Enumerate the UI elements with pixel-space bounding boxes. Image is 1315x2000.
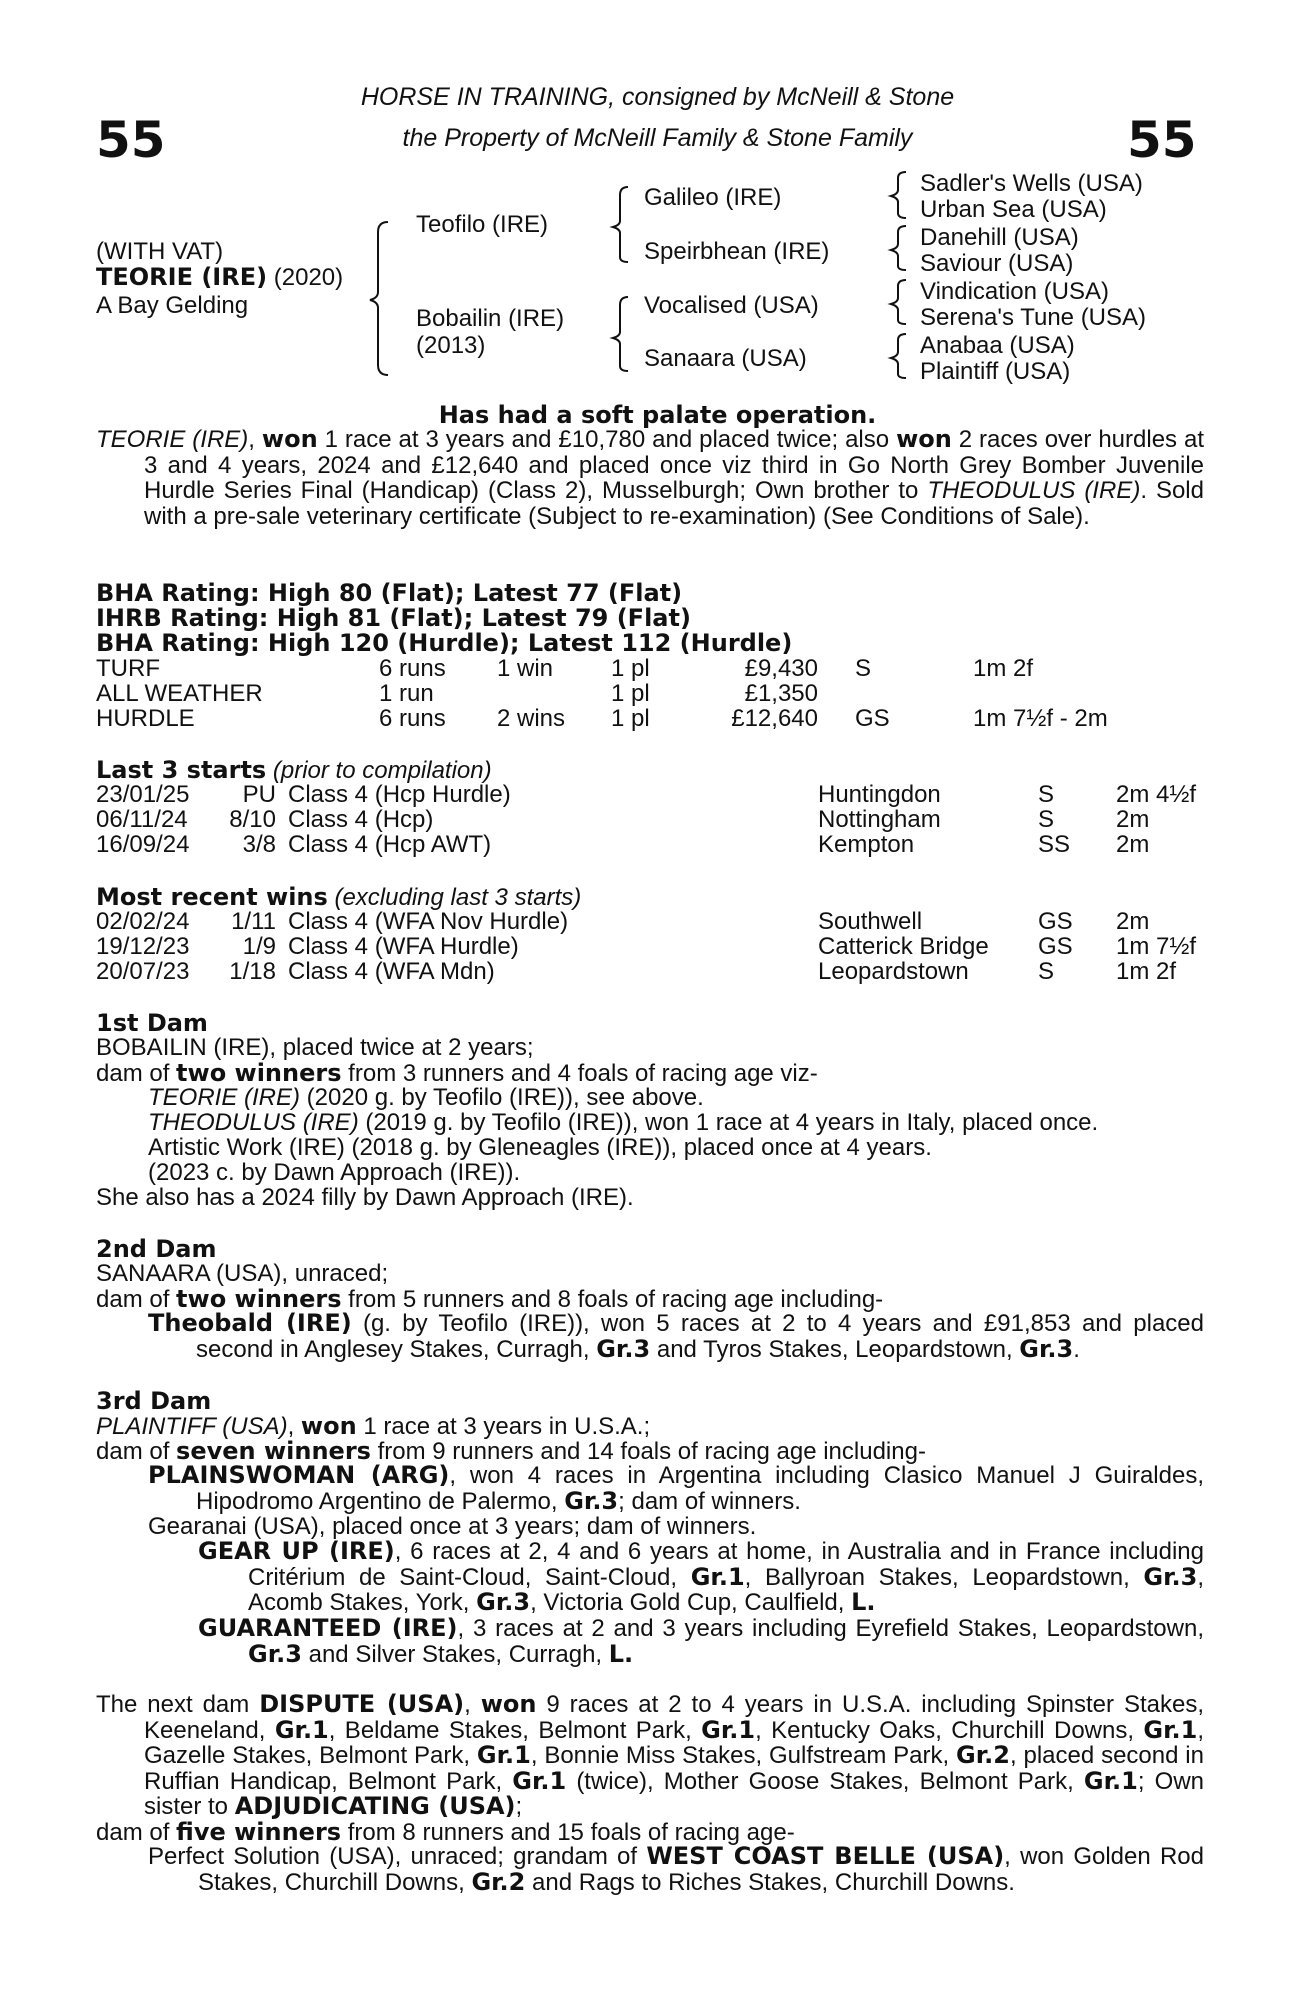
- form-going: GS: [1038, 908, 1073, 935]
- grade-label: Gr.3: [1143, 1562, 1198, 1591]
- winners-count: seven winners: [176, 1437, 371, 1465]
- grand-progeny-item: [198, 1616, 1204, 1667]
- text: , Gazelle Stakes, Belmont Park,: [144, 1716, 1205, 1769]
- rating-bha-flat: BHA Rating: High 80 (Flat); Latest 77 (Flat): [96, 579, 683, 607]
- form-date: 02/02/24: [96, 908, 190, 935]
- third-dam-heading: 3rd Dam: [96, 1387, 212, 1415]
- winners-count: five winners: [176, 1818, 342, 1846]
- grade-label: Gr.2: [956, 1741, 1010, 1769]
- sire-dam: Speirbhean (IRE): [644, 238, 830, 265]
- progeny-item: [148, 1463, 1204, 1514]
- progeny-name: WEST COAST BELLE (USA): [646, 1842, 1005, 1870]
- header-consignor: HORSE IN TRAINING, consigned by McNeill & Stone: [360, 83, 955, 111]
- form-position: 1/9: [242, 933, 276, 960]
- text: from 9 runners and 14 foals of racing age including-: [370, 1438, 926, 1465]
- grade-label: L.: [851, 1588, 876, 1616]
- text: , Bonnie Miss Stakes, Gulfstream Park,: [530, 1742, 957, 1769]
- form-going: S: [1038, 781, 1055, 808]
- winners-count: two winners: [176, 1285, 342, 1313]
- record-wins: 2 wins: [497, 705, 566, 732]
- section-heading: Last 3 starts: [96, 756, 267, 784]
- text: , placed second in Ruffian Handicap, Belmont Park,: [144, 1742, 1204, 1795]
- brother-name: THEODULUS (IRE): [927, 477, 1141, 504]
- dam-dam: Sanaara (USA): [644, 345, 807, 372]
- vat-note: (WITH VAT): [96, 238, 224, 265]
- form-race: Class 4 (WFA Hurdle): [288, 933, 519, 960]
- record-placed: 1 pl: [611, 680, 650, 707]
- text: 9 races at 2 to 4 years in U.S.A. including Spinster Stakes, Keeneland,: [144, 1691, 1204, 1744]
- horse-description: A Bay Gelding: [96, 292, 249, 319]
- gg-5: Vindication (USA): [920, 278, 1109, 305]
- section-subheading: (prior to compilation): [272, 757, 492, 784]
- gg-7: Anabaa (USA): [920, 332, 1075, 359]
- form-position: 1/18: [229, 958, 276, 985]
- form-distance: 2m: [1116, 806, 1150, 833]
- progeny-item: Gearanai (USA), placed once at 3 years; dam of winners.: [148, 1513, 757, 1540]
- grade-label: Gr.3: [564, 1486, 619, 1515]
- sire-sire: Galileo (IRE): [644, 184, 782, 211]
- text: ,: [464, 1691, 481, 1718]
- dam: Bobailin (IRE): [416, 305, 565, 332]
- form-race: Class 4 (Hcp AWT): [288, 831, 492, 858]
- dam-sire: Vocalised (USA): [644, 292, 819, 319]
- text: from 8 runners and 15 foals of racing age-: [341, 1819, 795, 1846]
- text: (twice), Mother Goose Stakes, Belmont Park,: [566, 1767, 1084, 1795]
- summary-text-2: 2 races over hurdles at 3 and 4 years, 2024 and £12,640 and placed once viz third in Go North Grey Bomber Juvenile Hurdle Series Final (Handicap) (Class 2), Musselburgh; Own brother to: [144, 426, 1204, 504]
- form-distance: 1m 7½f: [1116, 933, 1197, 960]
- record-placed: 1 pl: [611, 705, 650, 732]
- gg-6: Serena's Tune (USA): [920, 304, 1147, 331]
- progeny-detail: (2019 g. by Teofilo (IRE)), won 1 race at 4 years in Italy, placed once.: [358, 1109, 1099, 1136]
- form-course: Catterick Bridge: [818, 933, 989, 960]
- gg-2: Urban Sea (USA): [920, 196, 1107, 223]
- progeny-detail: , Victoria Gold Cup, Caulfield,: [530, 1589, 852, 1616]
- grade-label: Gr.1: [476, 1741, 531, 1769]
- horse-year: (2020): [273, 264, 344, 291]
- record-surface: TURF: [96, 655, 160, 682]
- grade-label: Gr.3: [596, 1334, 651, 1363]
- progeny-item: (2023 c. by Dawn Approach (IRE)).: [148, 1159, 521, 1186]
- dam-year: (2013): [416, 332, 486, 359]
- progeny-detail: (2020 g. by Teofilo (IRE)), see above.: [300, 1084, 704, 1111]
- form-race: Class 4 (Hcp Hurdle): [288, 781, 511, 808]
- progeny-detail: and Silver Stakes, Curragh,: [301, 1640, 609, 1668]
- grade-label: L.: [608, 1639, 634, 1668]
- first-dam-produce-summary: [96, 1060, 818, 1087]
- record-going: S: [855, 655, 872, 682]
- text: 1 race at 3 years in U.S.A.;: [356, 1413, 651, 1440]
- record-prize: £1,350: [744, 680, 818, 707]
- record-prize: £9,430: [744, 655, 818, 682]
- first-dam-line: BOBAILIN (IRE), placed twice at 2 years;: [96, 1034, 534, 1061]
- grade-label: Gr.1: [690, 1562, 745, 1591]
- form-date: 16/09/24: [96, 831, 190, 858]
- text: , Kentucky Oaks, Churchill Downs,: [755, 1716, 1144, 1744]
- form-going: GS: [1038, 933, 1073, 960]
- progeny-detail: , 6 races at 2, 4 and 6 years at home, in Australia and in France including Critérium de Saint-Cloud, Saint-Cloud,: [248, 1538, 1204, 1591]
- form-race: Class 4 (WFA Mdn): [288, 958, 495, 985]
- form-position: 1/11: [231, 908, 276, 935]
- text: dam of: [96, 1286, 177, 1313]
- text: .: [1073, 1335, 1080, 1363]
- next-dam-paragraph: [96, 1692, 1204, 1820]
- grade-label: Gr.1: [1143, 1715, 1198, 1744]
- progeny-detail: Perfect Solution (USA), unraced; grandam of: [148, 1843, 647, 1870]
- text: dam of: [96, 1819, 177, 1846]
- horse-name: TEORIE (IRE): [96, 263, 268, 291]
- form-course: Southwell: [818, 908, 923, 935]
- won-label: won: [480, 1690, 537, 1718]
- progeny-detail: and Tyros Stakes, Leopardstown,: [650, 1335, 1020, 1363]
- lot-number-left: 55: [96, 111, 166, 169]
- summary-horse-name: TEORIE (IRE): [96, 426, 249, 453]
- form-race: Class 4 (WFA Nov Hurdle): [288, 908, 569, 935]
- form-date: 20/07/23: [96, 958, 190, 985]
- progeny-detail: ; dam of winners.: [618, 1487, 801, 1515]
- progeny-name: THEODULUS (IRE): [148, 1109, 359, 1136]
- grade-label: Gr.1: [701, 1715, 756, 1744]
- text: The next dam: [96, 1691, 260, 1718]
- summary-text-3: . Sold with a pre-sale veterinary certificate (Subject to re-examination) (See Conditions of Sale).: [144, 477, 1204, 530]
- race-summary: TEORIE (IRE), won 1 race at 3 years and £10,780 and placed twice; also won 2 races over hurdles at 3 and 4 years, 2024 and £12,640 and placed once viz third in Go North Grey Bomber Juvenile Hurdle Series Final (Handicap) (Class 2), Musselburgh; Own brother to THEODULUS (IRE). Sold with a pre-sale veterinary certificate (Subject to re-examination) (See Conditions of Sale).: [96, 425, 1204, 530]
- form-distance: 2m 4½f: [1116, 781, 1197, 808]
- gg-3: Danehill (USA): [920, 224, 1079, 251]
- progeny-name: PLAINSWOMAN (ARG): [148, 1461, 450, 1489]
- grade-label: Gr.3: [476, 1588, 531, 1616]
- progeny-item: [148, 1085, 704, 1111]
- won-label: won: [300, 1412, 357, 1440]
- text: ; Own sister to: [144, 1767, 1205, 1820]
- form-course: Huntingdon: [818, 781, 941, 808]
- record-surface: HURDLE: [96, 705, 195, 732]
- form-position: 8/10: [229, 806, 276, 833]
- progeny-item: Artistic Work (IRE) (2018 g. by Gleneagles (IRE)), placed once at 4 years.: [148, 1134, 932, 1161]
- grand-progeny-item: [198, 1539, 1204, 1616]
- form-going: S: [1038, 806, 1055, 833]
- gg-4: Saviour (USA): [920, 250, 1074, 277]
- form-date: 23/01/25: [96, 781, 190, 808]
- progeny-detail: and Rags to Riches Stakes, Churchill Downs.: [525, 1868, 1015, 1896]
- text: from 5 runners and 8 foals of racing age including-: [341, 1286, 884, 1313]
- record-surface: ALL WEATHER: [96, 680, 263, 707]
- text: from 3 runners and 4 foals of racing age viz-: [341, 1060, 818, 1087]
- lot-number-right: 55: [1127, 111, 1197, 169]
- form-position: 3/8: [242, 831, 276, 858]
- grade-label: Gr.3: [248, 1639, 302, 1668]
- form-date: 06/11/24: [96, 806, 188, 833]
- grade-label: Gr.3: [1019, 1334, 1074, 1363]
- grade-label: Gr.1: [1083, 1766, 1138, 1795]
- form-course: Nottingham: [818, 806, 941, 833]
- gg-1: Sadler's Wells (USA): [920, 170, 1143, 197]
- dam-name: DISPUTE (USA): [259, 1690, 465, 1718]
- progeny-detail: , Ballyroan Stakes, Leopardstown,: [744, 1563, 1144, 1591]
- dam-name: PLAINTIFF (USA): [96, 1413, 288, 1440]
- rating-ihrb-flat: IHRB Rating: High 81 (Flat); Latest 79 (Flat): [96, 604, 691, 632]
- form-distance: 1m 2f: [1116, 958, 1177, 985]
- progeny-detail: , won Golden Rod Stakes, Churchill Downs,: [198, 1843, 1204, 1896]
- progeny-name: TEORIE (IRE): [148, 1084, 301, 1111]
- won-label-2: won: [896, 425, 952, 453]
- gg-8: Plaintiff (USA): [920, 358, 1071, 385]
- section-subheading: (excluding last 3 starts): [334, 884, 582, 911]
- sire: Teofilo (IRE): [416, 211, 549, 238]
- grade-label: Gr.2: [471, 1867, 526, 1896]
- text: ,: [287, 1413, 301, 1440]
- progeny-detail: (g. by Teofilo (IRE)), won 5 races at 2 to 4 years and £91,853 and placed second in Anglesey Stakes, Curragh,: [196, 1310, 1204, 1363]
- record-distance: 1m 2f: [973, 655, 1034, 682]
- form-course: Leopardstown: [818, 958, 969, 985]
- form-going: S: [1038, 958, 1055, 985]
- form-distance: 2m: [1116, 831, 1150, 858]
- second-dam-line: SANAARA (USA), unraced;: [96, 1260, 389, 1287]
- progeny-name: GUARANTEED (IRE): [198, 1614, 458, 1642]
- progeny-item: [148, 1844, 1204, 1895]
- section-heading: Most recent wins: [96, 883, 328, 911]
- first-dam-heading: 1st Dam: [96, 1009, 208, 1037]
- form-date: 19/12/23: [96, 933, 190, 960]
- form-distance: 2m: [1116, 908, 1150, 935]
- record-runs: 6 runs: [379, 705, 446, 732]
- form-going: SS: [1038, 831, 1071, 858]
- text: dam of: [96, 1438, 177, 1465]
- text: dam of: [96, 1060, 177, 1087]
- progeny-name: Theobald (IRE): [148, 1309, 352, 1337]
- recent-wins-heading: [96, 884, 581, 911]
- form-race: Class 4 (Hcp): [288, 806, 434, 833]
- rating-bha-hurdle: BHA Rating: High 120 (Hurdle); Latest 112 (Hurdle): [96, 629, 793, 657]
- record-runs: 6 runs: [379, 655, 446, 682]
- operation-note: Has had a soft palate operation.: [438, 401, 877, 429]
- last-starts-heading: [96, 757, 492, 784]
- second-dam-heading: 2nd Dam: [96, 1235, 217, 1263]
- progeny-name: GEAR UP (IRE): [198, 1537, 395, 1565]
- record-wins: 1 win: [497, 655, 554, 682]
- header-property: the Property of McNeill Family & Stone Family: [402, 124, 913, 152]
- record-runs: 1 run: [379, 680, 434, 707]
- first-dam-note: She also has a 2024 filly by Dawn Approach (IRE).: [96, 1184, 634, 1211]
- winners-count: two winners: [176, 1059, 342, 1087]
- form-course: Kempton: [818, 831, 915, 858]
- text: , Beldame Stakes, Belmont Park,: [328, 1716, 702, 1744]
- won-label: won: [261, 425, 318, 453]
- record-distance: 1m 7½f - 2m: [973, 705, 1108, 732]
- text: ;: [515, 1793, 523, 1820]
- grade-label: Gr.1: [274, 1715, 329, 1744]
- progeny-detail: , 3 races at 2 and 3 years including Eyrefield Stakes, Leopardstown,: [457, 1615, 1204, 1642]
- record-placed: 1 pl: [611, 655, 650, 682]
- progeny-item: [148, 1311, 1204, 1362]
- record-going: GS: [855, 705, 890, 732]
- form-position: PU: [242, 781, 276, 808]
- sister-name: ADJUDICATING (USA): [234, 1792, 516, 1820]
- record-prize: £12,640: [731, 705, 818, 732]
- progeny-detail: , Acomb Stakes, York,: [248, 1563, 1205, 1616]
- grade-label: Gr.1: [512, 1766, 567, 1795]
- third-dam-line: [96, 1413, 650, 1440]
- summary-text-1: 1 race at 3 years and £10,780 and placed twice; also: [317, 426, 897, 453]
- progeny-item: [148, 1110, 1098, 1136]
- progeny-detail: , won 4 races in Argentina including Clasico Manuel J Guiraldes, Hipodromo Argentino de Palermo,: [196, 1462, 1204, 1515]
